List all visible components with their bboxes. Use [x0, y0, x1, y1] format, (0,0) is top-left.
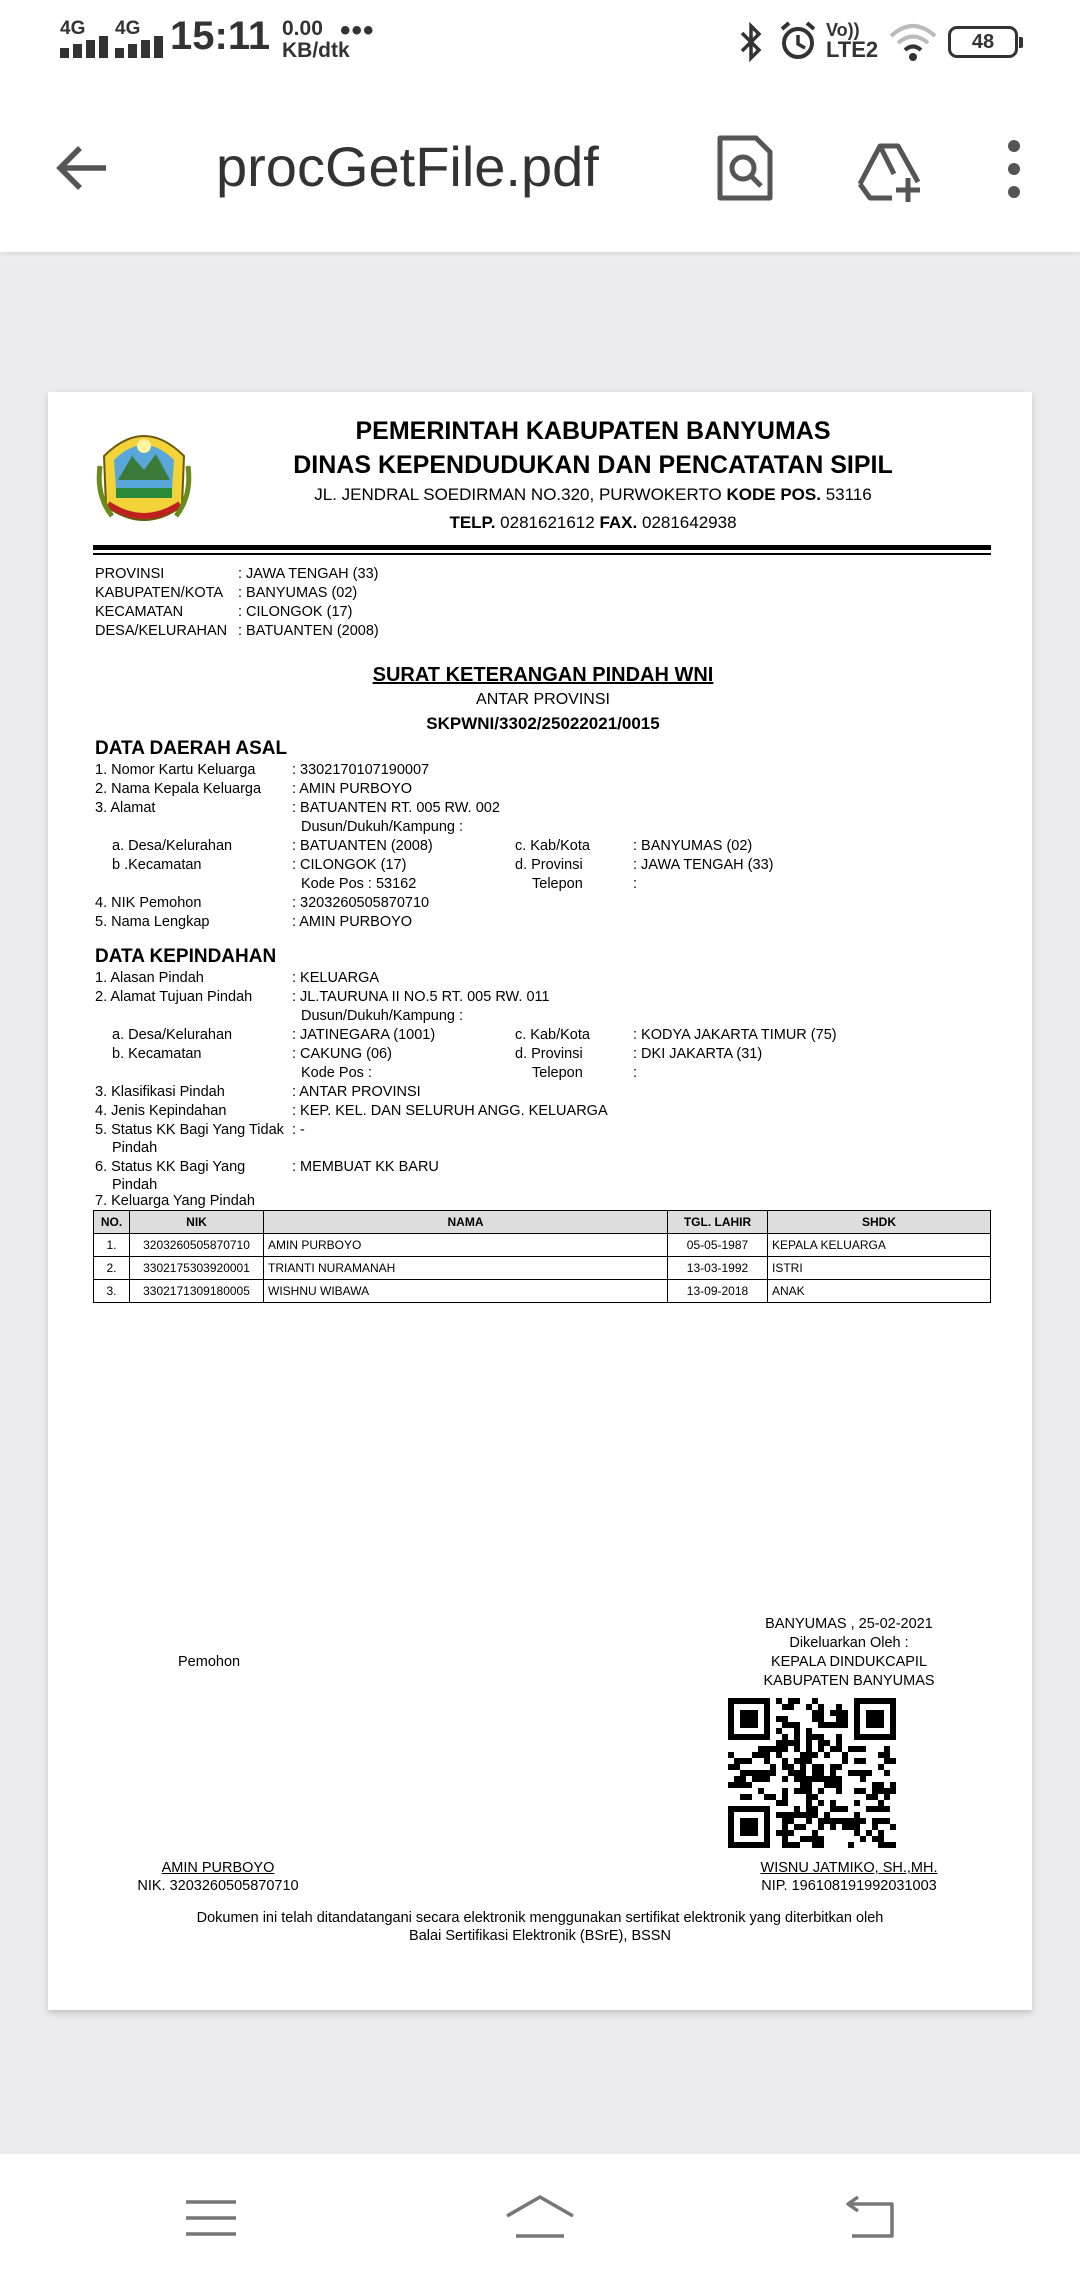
table-cell: 3302175303920001 — [130, 1257, 264, 1280]
search-document-icon[interactable] — [714, 134, 778, 204]
header-address — [48, 485, 1080, 505]
pemohon-label: Pemohon — [178, 1654, 241, 1670]
qr-code — [728, 1698, 896, 1848]
file-title: procGetFile.pdf — [216, 135, 599, 198]
table-cell: 3302171309180005 — [130, 1280, 264, 1303]
family-table — [93, 1210, 991, 1303]
column-header: NIK — [130, 1211, 264, 1234]
more-notifications-icon: ••• — [340, 14, 375, 47]
status-bar — [0, 0, 1080, 82]
field-value: : KELUARGA — [292, 970, 380, 986]
field-label: 6. Status KK Bagi Yang — [95, 1159, 246, 1175]
table-cell: WISHNU WIBAWA — [264, 1280, 668, 1303]
document-title: SURAT KETERANGAN PINDAH WNI — [372, 664, 714, 686]
add-to-drive-icon[interactable] — [854, 134, 924, 204]
header-line-1: PEMERINTAH KABUPATEN BANYUMAS — [355, 417, 831, 445]
section-heading-asal: DATA DAERAH ASAL — [95, 738, 288, 759]
table-cell: 05-05-1987 — [668, 1234, 768, 1257]
table-row — [94, 1257, 991, 1280]
field-label: Telepon — [532, 1065, 583, 1081]
field-label: Kode Pos : — [301, 1065, 372, 1081]
field-value: : AMIN PURBOYO — [292, 781, 413, 797]
address-text: JL. JENDRAL SOEDIRMAN NO.320, PURWOKERTO — [314, 485, 722, 504]
footer-line-2: Balai Sertifikasi Elektronik (BSrE), BSSN — [409, 1928, 671, 1944]
telp-label: TELP. — [449, 513, 496, 532]
region-value: : CILONGOK (17) — [238, 604, 353, 620]
volte-label: Vo)) — [826, 20, 860, 40]
field-label: 1. Alasan Pindah — [95, 970, 204, 986]
place-date: BANYUMAS , 25-02-2021 — [765, 1616, 933, 1632]
field-label: Telepon — [532, 876, 583, 892]
field-value: : CILONGOK (17) — [292, 857, 407, 873]
region-label: KECAMATAN — [95, 604, 184, 620]
fax-label: FAX. — [599, 513, 638, 532]
section-heading-kepindahan: DATA KEPINDAHAN — [95, 946, 277, 967]
field-label: 5. Nama Lengkap — [95, 914, 210, 930]
region-label: DESA/KELURAHAN — [95, 623, 228, 639]
table-cell: 3203260505870710 — [130, 1234, 264, 1257]
field-label: b .Kecamatan — [112, 857, 202, 873]
column-header: NAMA — [264, 1211, 668, 1234]
alarm-icon — [778, 20, 818, 62]
document-number: SKPWNI/3302/25022021/0015 — [426, 714, 660, 733]
wifi-icon — [888, 22, 938, 62]
field-label: Kode Pos : 53162 — [301, 876, 417, 892]
field-value: : BANYUMAS (02) — [633, 838, 753, 854]
pemohon-nik: NIK. 3203260505870710 — [137, 1878, 299, 1894]
volte-indicator — [826, 20, 878, 60]
document-subtitle: ANTAR PROVINSI — [476, 691, 610, 708]
region-value: : JAWA TENGAH (33) — [238, 566, 379, 582]
table-cell: ISTRI — [768, 1257, 991, 1280]
field-value: : JL.TAURUNA II NO.5 RT. 005 RW. 011 — [292, 989, 550, 1005]
region-value: : BANYUMAS (02) — [238, 585, 358, 601]
field-value: : BATUANTEN RT. 005 RW. 002 — [292, 800, 500, 816]
kodepos-value: 53116 — [825, 485, 872, 504]
field-value: : 3302170107190007 — [292, 762, 430, 778]
field-value: : — [633, 876, 638, 892]
table-cell: 1. — [94, 1234, 130, 1257]
region-label: KABUPATEN/KOTA — [95, 585, 224, 601]
field-value: : BATUANTEN (2008) — [292, 838, 433, 854]
table-row — [94, 1280, 991, 1303]
field-label: Dusun/Dukuh/Kampung : — [301, 1008, 464, 1024]
header-line-2: DINAS KEPENDUDUKAN DAN PENCATATAN SIPIL — [293, 451, 893, 479]
field-value: : JATINEGARA (1001) — [292, 1027, 436, 1043]
field-value: : MEMBUAT KK BARU — [292, 1159, 439, 1175]
header-phone — [48, 513, 1080, 533]
issuing-office-1: KEPALA DINDUKCAPIL — [770, 1654, 928, 1670]
field-label: 4. Jenis Kepindahan — [95, 1103, 227, 1119]
table-row — [94, 1234, 991, 1257]
field-value: : - — [292, 1122, 305, 1138]
table-cell: ANAK — [768, 1280, 991, 1303]
field-label: c. Kab/Kota — [515, 838, 590, 854]
field-label: Pindah — [112, 1177, 158, 1193]
clock: 15:11 — [170, 14, 271, 58]
field-label: d. Provinsi — [515, 1046, 583, 1062]
official-name: WISNU JATMIKO, SH.,MH. — [760, 1860, 938, 1876]
region-value: : BATUANTEN (2008) — [238, 623, 379, 639]
bluetooth-icon — [738, 22, 764, 62]
telp-value: 0281621612 — [500, 513, 595, 532]
back-nav-icon[interactable] — [844, 2194, 896, 2240]
column-header: NO. — [94, 1211, 130, 1234]
field-label: a. Desa/Kelurahan — [112, 1027, 233, 1043]
battery-icon: 48 — [948, 26, 1018, 58]
field-value: : ANTAR PROVINSI — [292, 1084, 421, 1100]
speed-value: 0.00 — [282, 17, 323, 40]
field-label: 5. Status KK Bagi Yang Tidak — [95, 1122, 284, 1138]
field-value: : KODYA JAKARTA TIMUR (75) — [633, 1027, 837, 1043]
field-label: 3. Klasifikasi Pindah — [95, 1084, 225, 1100]
field-label: Dusun/Dukuh/Kampung : — [301, 819, 464, 835]
home-icon[interactable] — [504, 2194, 576, 2240]
field-value: : DKI JAKARTA (31) — [633, 1046, 763, 1062]
field-label: d. Provinsi — [515, 857, 583, 873]
app-bar — [0, 82, 1080, 252]
field-label: 7. Keluarga Yang Pindah — [95, 1193, 255, 1209]
header-rule-thin — [93, 553, 991, 555]
pemohon-name: AMIN PURBOYO — [161, 1860, 275, 1876]
table-header-row — [94, 1211, 991, 1234]
back-arrow-icon[interactable] — [54, 140, 110, 196]
field-value: : 3203260505870710 — [292, 895, 430, 911]
issued-by: Dikeluarkan Oleh : — [789, 1635, 909, 1651]
official-nip: NIP. 196108191992031003 — [761, 1878, 937, 1894]
header-rule-thick — [93, 545, 991, 550]
field-label: a. Desa/Kelurahan — [112, 838, 233, 854]
field-value: : KEP. KEL. DAN SELURUH ANGG. KELUARGA — [292, 1103, 608, 1119]
field-label: Pindah — [112, 1140, 158, 1156]
menu-icon[interactable] — [184, 2198, 238, 2238]
kodepos-label: KODE POS. — [726, 485, 821, 504]
field-label: 3. Alamat — [95, 800, 156, 816]
table-cell: 2. — [94, 1257, 130, 1280]
table-cell: 3. — [94, 1280, 130, 1303]
field-label: 4. NIK Pemohon — [95, 895, 202, 911]
field-label: 2. Nama Kepala Keluarga — [95, 781, 262, 797]
field-value: : CAKUNG (06) — [292, 1046, 392, 1062]
navigation-bar — [0, 2154, 1080, 2280]
field-label: 2. Alamat Tujuan Pindah — [95, 989, 253, 1005]
field-label: c. Kab/Kota — [515, 1027, 590, 1043]
issuing-office-2: KABUPATEN BANYUMAS — [763, 1673, 935, 1689]
pdf-page[interactable] — [48, 392, 1032, 2010]
table-cell: KEPALA KELUARGA — [768, 1234, 991, 1257]
fax-value: 0281642938 — [641, 513, 737, 532]
network-type-1: 4G — [60, 18, 86, 39]
column-header: TGL. LAHIR — [668, 1211, 768, 1234]
field-value: : AMIN PURBOYO — [292, 914, 413, 930]
network-type-2: 4G — [115, 18, 141, 39]
lte-label: LTE2 — [826, 37, 879, 62]
field-value: : JAWA TENGAH (33) — [633, 857, 774, 873]
table-cell: TRIANTI NURAMANAH — [264, 1257, 668, 1280]
region-label: PROVINSI — [95, 566, 165, 582]
more-options-icon[interactable] — [1000, 134, 1028, 204]
speed-unit: KB/dtk — [282, 39, 350, 62]
field-value: : — [633, 1065, 638, 1081]
column-header: SHDK — [768, 1211, 991, 1234]
field-label: 1. Nomor Kartu Keluarga — [95, 762, 256, 778]
field-label: b. Kecamatan — [112, 1046, 202, 1062]
table-cell: 13-03-1992 — [668, 1257, 768, 1280]
table-cell: AMIN PURBOYO — [264, 1234, 668, 1257]
table-cell: 13-09-2018 — [668, 1280, 768, 1303]
footer-line-1: Dokumen ini telah ditandatangani secara elektronik menggunakan sertifikat elektronik yang diterbitkan oleh — [196, 1910, 884, 1926]
